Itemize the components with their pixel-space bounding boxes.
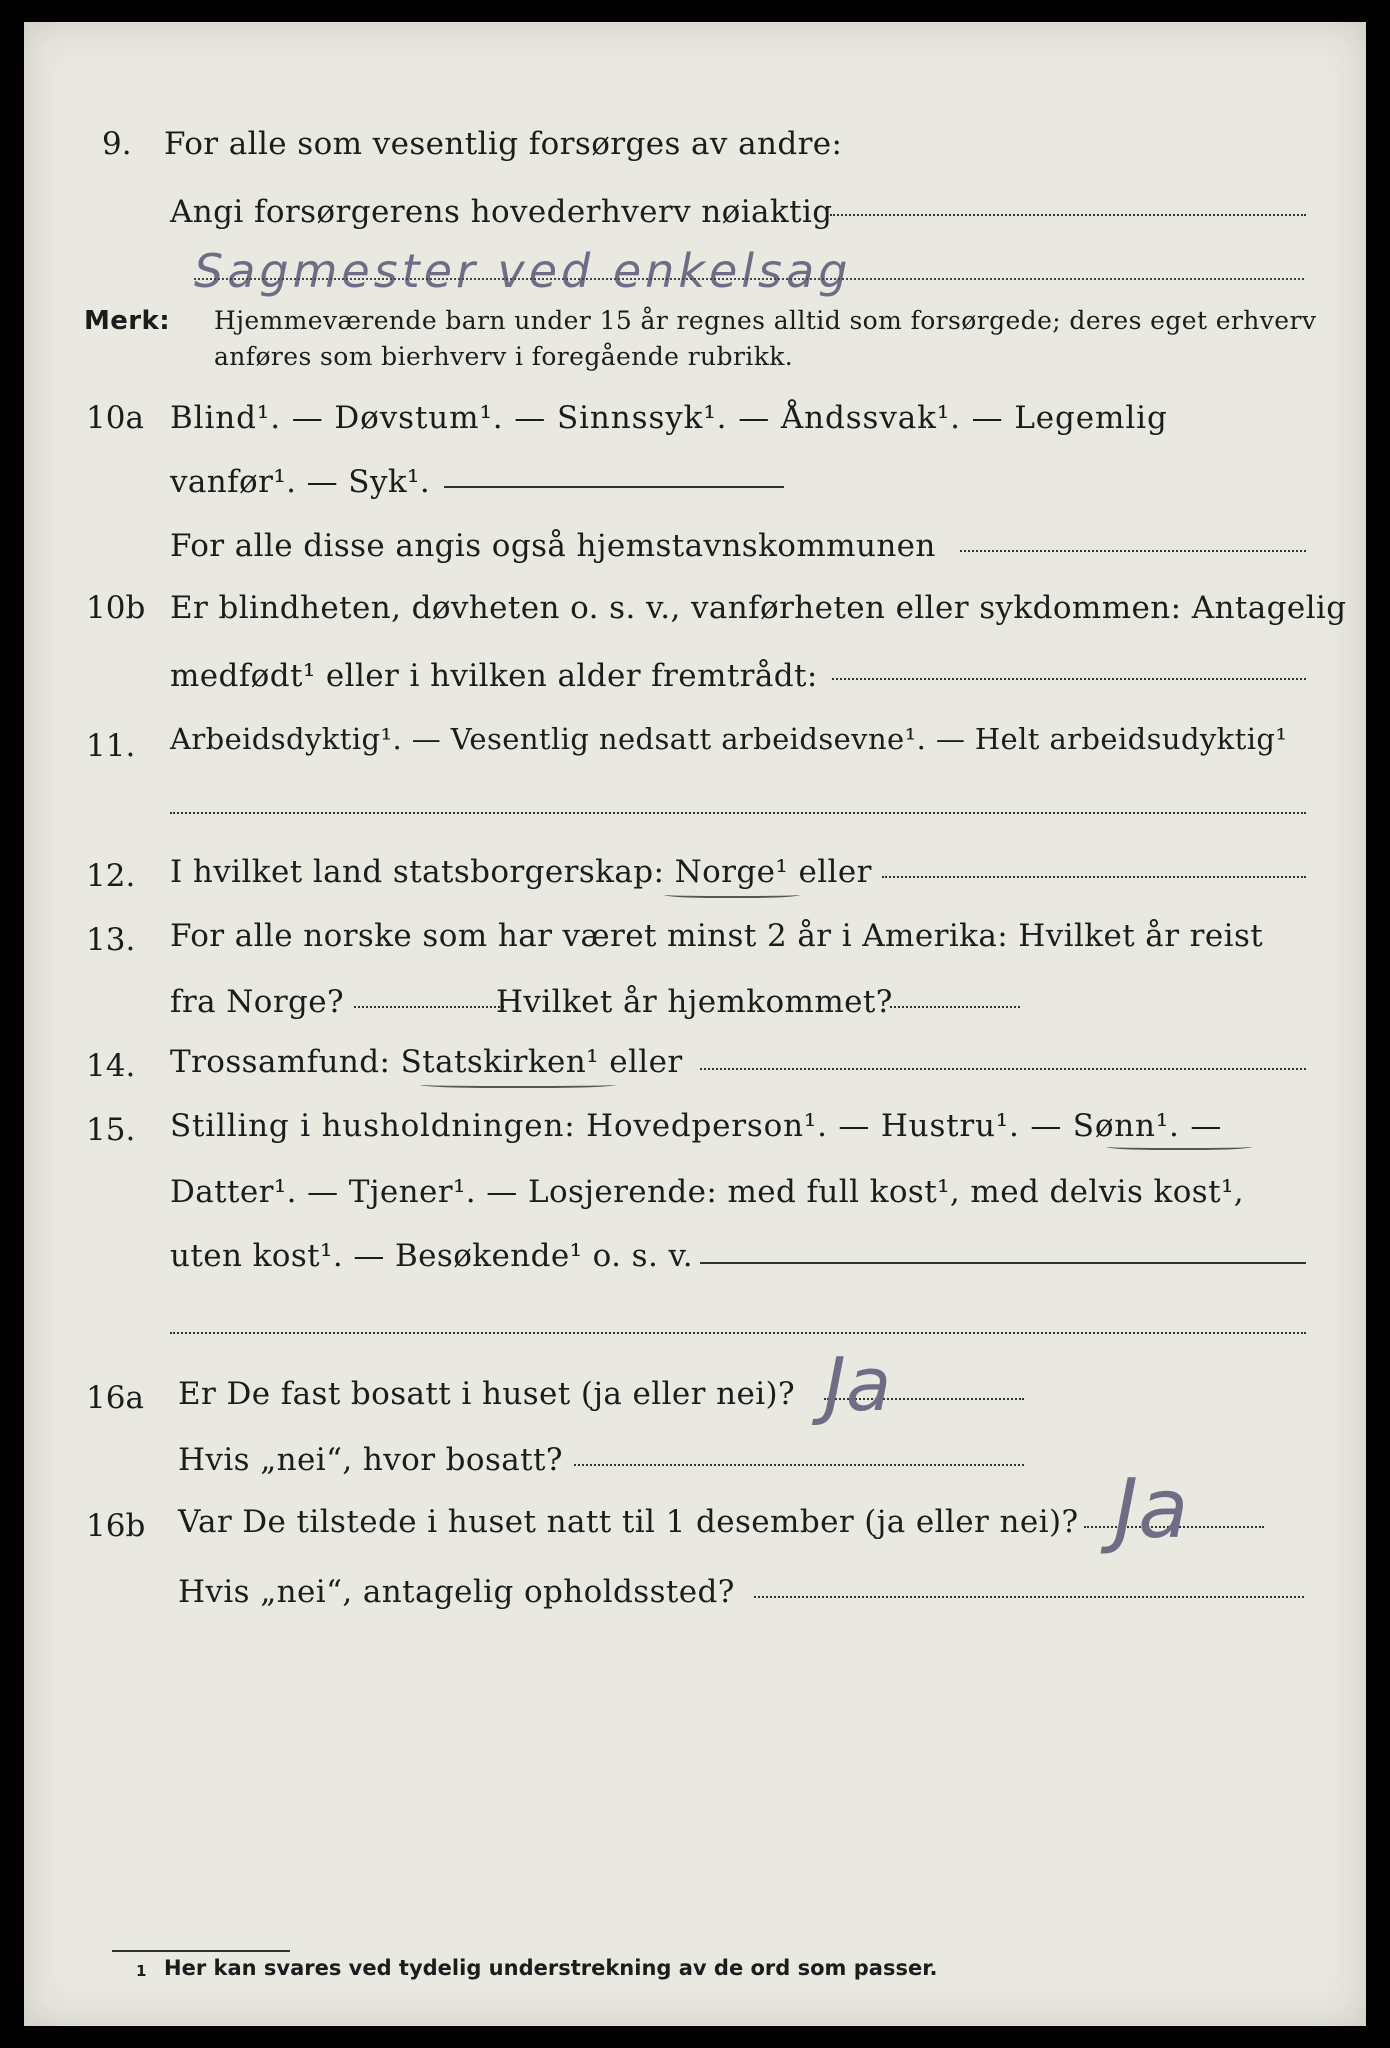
question-11-text: Arbeidsdyktig¹. — Vesentlig nedsatt arbeidsevne¹. — Helt arbeidsudyktig¹ <box>170 722 1288 756</box>
answer-line-10a-home <box>960 550 1306 552</box>
answer-line-9b <box>194 278 1304 280</box>
question-10b-number: 10b <box>86 590 146 626</box>
handwritten-underline-norge <box>664 890 800 898</box>
question-16a-line1: Er De fast bosatt i huset (ja eller nei)? <box>178 1376 796 1412</box>
answer-line-10b <box>832 678 1306 680</box>
answer-line-14 <box>700 1068 1306 1070</box>
handwritten-answer-16a: Ja <box>824 1342 892 1428</box>
answer-line-16b-where <box>754 1596 1304 1598</box>
question-13-line1: For alle norske som har været minst 2 år i Amerika: Hvilket år reist <box>170 918 1264 954</box>
answer-line-10a <box>444 486 784 488</box>
merk-text-line2: anføres som bierhverv i foregående rubrikk. <box>214 342 794 371</box>
question-10b-line2: medfødt¹ eller i hvilken alder fremtrådt: <box>170 658 818 694</box>
question-15-line1: Stilling i husholdningen: Hovedperson¹. — Hustru¹. — Sønn¹. — <box>170 1108 1223 1144</box>
question-10a-line3: For alle disse angis også hjemstavnskommunen <box>170 528 936 564</box>
question-16b-number: 16b <box>86 1508 146 1544</box>
question-13-number: 13. <box>86 922 136 958</box>
question-16a-line2: Hvis „nei“, hvor bosatt? <box>178 1442 563 1478</box>
question-16a-number: 16a <box>86 1380 144 1416</box>
answer-line-12 <box>882 876 1306 878</box>
answer-line-16a-where <box>574 1464 1024 1466</box>
question-16b-line2: Hvis „nei“, antagelig opholdssted? <box>178 1574 735 1610</box>
question-13-line2b: Hvilket år hjemkommet? <box>496 984 893 1020</box>
question-9-number: 9. <box>102 126 132 162</box>
merk-text-line1: Hjemmeværende barn under 15 år regnes alltid som forsørgede; deres eget erhverv <box>214 306 1317 335</box>
answer-line-13-reist <box>354 1006 504 1008</box>
question-10a-number: 10a <box>86 400 144 436</box>
question-11-number: 11. <box>86 728 136 764</box>
question-10a-line2: vanfør¹. — Syk¹. <box>170 464 431 500</box>
question-15-line2: Datter¹. — Tjener¹. — Losjerende: med full kost¹, med delvis kost¹, <box>170 1174 1245 1210</box>
handwritten-underline-statskirken <box>420 1080 616 1088</box>
census-form-page <box>24 22 1366 2026</box>
question-15-number: 15. <box>86 1112 136 1148</box>
question-13-line2a: fra Norge? <box>170 984 345 1020</box>
footnote-rule <box>112 1950 290 1952</box>
question-10a-line1: Blind¹. — Døvstum¹. — Sinnssyk¹. — Åndssvak¹. — Legemlig <box>170 400 1168 436</box>
answer-line-11 <box>170 812 1306 814</box>
answer-line-9 <box>830 214 1306 216</box>
footnote-mark: 1 <box>136 1962 147 1980</box>
question-14-number: 14. <box>86 1048 136 1084</box>
question-15-line3: uten kost¹. — Besøkende¹ o. s. v. <box>170 1238 693 1274</box>
handwritten-answer-16b: Ja <box>1114 1462 1189 1557</box>
handwritten-answer-9: Sagmester ved enkelsag <box>194 244 852 298</box>
answer-line-13-hjem <box>890 1006 1020 1008</box>
question-12-text: I hvilket land statsborgerskap: Norge¹ eller <box>170 854 872 890</box>
question-9-text: For alle som vesentlig forsørges av andre: <box>164 126 843 162</box>
question-10b-line1: Er blindheten, døvheten o. s. v., vanførheten eller sykdommen: Antagelig <box>170 590 1347 626</box>
question-12-number: 12. <box>86 858 136 894</box>
question-9-prompt: Angi forsørgerens hovederhverv nøiaktig <box>170 194 833 230</box>
answer-line-15 <box>700 1262 1306 1264</box>
question-14-text: Trossamfund: Statskirken¹ eller <box>170 1044 683 1080</box>
footnote-text: Her kan svares ved tydelig understrekning av de ord som passer. <box>164 1956 938 1980</box>
answer-line-15b <box>170 1332 1306 1334</box>
handwritten-underline-sonn <box>1106 1142 1252 1150</box>
question-16b-line1: Var De tilstede i huset natt til 1 desember (ja eller nei)? <box>178 1504 1079 1540</box>
merk-label: Merk: <box>84 306 171 336</box>
